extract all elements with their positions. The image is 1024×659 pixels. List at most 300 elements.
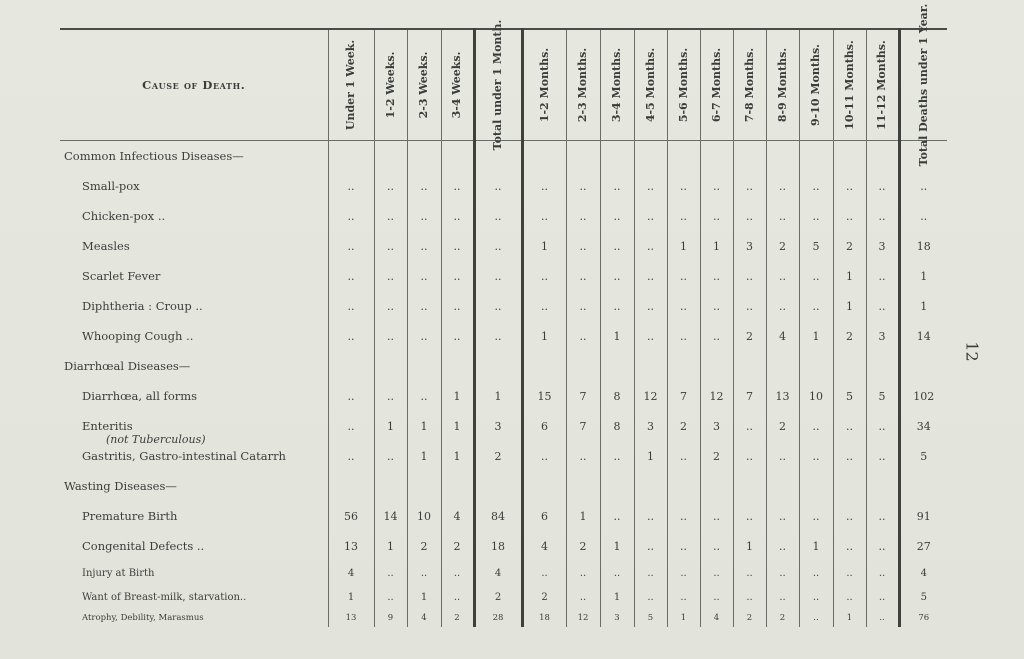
- value-cell: ..: [374, 585, 407, 609]
- value-cell: ..: [899, 201, 947, 231]
- section-heading-row: [60, 351, 947, 381]
- column-header-label: 1-2 Months.: [537, 47, 551, 123]
- value-cell: 7: [733, 381, 766, 411]
- column-header: [522, 29, 566, 141]
- value-cell: ..: [566, 261, 600, 291]
- value-cell: ..: [522, 561, 566, 585]
- value-cell: ..: [866, 561, 899, 585]
- value-cell: ..: [328, 321, 374, 351]
- value-cell: 13: [328, 609, 374, 627]
- value-cell: ..: [634, 201, 667, 231]
- value-cell: 18: [474, 531, 522, 561]
- value-cell: ..: [667, 531, 700, 561]
- value-cell: ..: [407, 321, 441, 351]
- column-header-label: 4-5 Months.: [643, 47, 657, 123]
- value-cell: ..: [407, 291, 441, 321]
- value-cell: 1: [833, 291, 866, 321]
- value-cell: [600, 471, 634, 501]
- value-cell: 12: [634, 381, 667, 411]
- value-cell: 4: [474, 561, 522, 585]
- value-cell: [374, 471, 407, 501]
- value-cell: ..: [441, 561, 474, 585]
- value-cell: ..: [799, 441, 833, 471]
- value-cell: ..: [441, 261, 474, 291]
- value-cell: ..: [667, 585, 700, 609]
- value-cell: 1: [733, 531, 766, 561]
- value-cell: ..: [700, 561, 733, 585]
- value-cell: 3: [866, 231, 899, 261]
- value-cell: [700, 351, 733, 381]
- value-cell: 56: [328, 501, 374, 531]
- value-cell: 1: [833, 609, 866, 627]
- column-header: [833, 29, 866, 141]
- value-cell: [441, 351, 474, 381]
- value-cell: ..: [700, 291, 733, 321]
- value-cell: ..: [866, 441, 899, 471]
- cause-text: Diarrhœal Diseases—: [64, 359, 191, 373]
- value-cell: 2: [733, 609, 766, 627]
- value-cell: ..: [866, 609, 899, 627]
- value-cell: 3: [866, 321, 899, 351]
- value-cell: 1: [634, 441, 667, 471]
- value-cell: 8: [600, 411, 634, 441]
- cause-of-death-header: Cause of Death.: [60, 29, 328, 141]
- cause-text: Common Infectious Diseases—: [64, 149, 244, 163]
- value-cell: 27: [899, 531, 947, 561]
- column-header: [899, 3, 947, 167]
- column-header-label: 9-10 Months.: [809, 44, 822, 126]
- value-cell: 12: [700, 381, 733, 411]
- value-cell: ..: [766, 201, 799, 231]
- value-cell: 5: [899, 441, 947, 471]
- value-cell: 4: [899, 561, 947, 585]
- value-cell: 1: [522, 321, 566, 351]
- value-cell: ..: [866, 585, 899, 609]
- value-cell: ..: [667, 201, 700, 231]
- value-cell: 1: [407, 441, 441, 471]
- value-cell: ..: [766, 441, 799, 471]
- value-cell: 2: [441, 531, 474, 561]
- value-cell: 4: [441, 501, 474, 531]
- value-cell: ..: [634, 231, 667, 261]
- value-cell: ..: [600, 231, 634, 261]
- value-cell: ..: [374, 561, 407, 585]
- value-cell: 2: [833, 231, 866, 261]
- cause-text: Small-pox: [82, 179, 140, 193]
- header-row: [60, 29, 947, 141]
- cause-label: [60, 381, 328, 411]
- value-cell: ..: [374, 441, 407, 471]
- value-cell: ..: [866, 411, 899, 441]
- value-cell: [566, 471, 600, 501]
- value-cell: ..: [733, 261, 766, 291]
- value-cell: ..: [407, 381, 441, 411]
- value-cell: ..: [522, 291, 566, 321]
- value-cell: 4: [766, 321, 799, 351]
- value-cell: ..: [474, 261, 522, 291]
- table-row: [60, 381, 947, 411]
- value-cell: 2: [474, 585, 522, 609]
- cause-text: Wasting Diseases—: [64, 479, 177, 493]
- value-cell: 13: [328, 531, 374, 561]
- value-cell: ..: [733, 585, 766, 609]
- value-cell: 6: [522, 501, 566, 531]
- column-header: [600, 29, 634, 141]
- value-cell: 2: [566, 531, 600, 561]
- value-cell: 91: [899, 501, 947, 531]
- cause-label: [60, 531, 328, 561]
- value-cell: 2: [667, 411, 700, 441]
- column-header-label: 2-3 Months.: [576, 47, 589, 123]
- value-cell: ..: [407, 561, 441, 585]
- value-cell: ..: [474, 291, 522, 321]
- value-cell: ..: [634, 171, 667, 201]
- column-header-label: 6-7 Months.: [709, 47, 723, 123]
- table-row: [60, 561, 947, 585]
- value-cell: ..: [700, 171, 733, 201]
- value-cell: 1: [799, 531, 833, 561]
- value-cell: ..: [667, 441, 700, 471]
- column-header: [667, 29, 700, 141]
- table-row: [60, 501, 947, 531]
- value-cell: ..: [667, 291, 700, 321]
- value-cell: 13: [766, 381, 799, 411]
- value-cell: [700, 141, 733, 172]
- value-cell: [899, 351, 947, 381]
- value-cell: 2: [833, 321, 866, 351]
- table-row: [60, 585, 947, 609]
- cause-text: Measles: [82, 239, 130, 253]
- value-cell: ..: [374, 231, 407, 261]
- value-cell: 7: [566, 381, 600, 411]
- value-cell: [799, 141, 833, 172]
- value-cell: 5: [799, 231, 833, 261]
- value-cell: 1: [474, 381, 522, 411]
- value-cell: 1: [441, 381, 474, 411]
- value-cell: [600, 141, 634, 172]
- value-cell: 1: [667, 609, 700, 627]
- value-cell: ..: [833, 501, 866, 531]
- table-body: [60, 141, 947, 628]
- table-row: [60, 261, 947, 291]
- value-cell: 18: [899, 231, 947, 261]
- value-cell: 8: [600, 381, 634, 411]
- value-cell: ..: [441, 171, 474, 201]
- value-cell: ..: [799, 291, 833, 321]
- value-cell: ..: [733, 171, 766, 201]
- value-cell: 1: [700, 231, 733, 261]
- column-header: [474, 19, 522, 151]
- value-cell: [833, 141, 866, 172]
- value-cell: ..: [374, 261, 407, 291]
- value-cell: 2: [733, 321, 766, 351]
- value-cell: 14: [899, 321, 947, 351]
- value-cell: ..: [474, 201, 522, 231]
- column-header-label: 3-4 Months.: [610, 47, 623, 123]
- value-cell: [374, 351, 407, 381]
- value-cell: ..: [766, 531, 799, 561]
- value-cell: ..: [799, 171, 833, 201]
- value-cell: ..: [866, 201, 899, 231]
- value-cell: 10: [407, 501, 441, 531]
- value-cell: 2: [441, 609, 474, 627]
- column-header: [733, 29, 766, 141]
- value-cell: ..: [474, 171, 522, 201]
- section-heading: [60, 471, 328, 501]
- column-header: [634, 29, 667, 141]
- value-cell: [328, 141, 374, 172]
- value-cell: ..: [866, 501, 899, 531]
- cause-note: (not Tuberculous): [106, 433, 206, 446]
- value-cell: ..: [833, 441, 866, 471]
- value-cell: ..: [833, 531, 866, 561]
- column-header: [866, 29, 899, 141]
- value-cell: 28: [474, 609, 522, 627]
- table-row: [60, 171, 947, 201]
- value-cell: ..: [600, 171, 634, 201]
- value-cell: ..: [441, 291, 474, 321]
- column-header-label: 10-11 Months.: [842, 40, 856, 130]
- value-cell: [407, 351, 441, 381]
- column-header-label: 5-6 Months.: [676, 47, 690, 123]
- value-cell: [374, 141, 407, 172]
- value-cell: 10: [799, 381, 833, 411]
- column-header-label: 2-3 Weeks.: [417, 51, 430, 119]
- value-cell: ..: [799, 609, 833, 627]
- value-cell: 2: [766, 411, 799, 441]
- value-cell: ..: [799, 261, 833, 291]
- column-header-label: Total Deaths under 1 Year.: [916, 3, 930, 167]
- value-cell: ..: [566, 441, 600, 471]
- value-cell: ..: [866, 261, 899, 291]
- value-cell: ..: [766, 291, 799, 321]
- section-heading: [60, 141, 328, 172]
- value-cell: [667, 351, 700, 381]
- cause-label: [60, 501, 328, 531]
- column-header: [700, 29, 733, 141]
- value-cell: ..: [733, 561, 766, 585]
- column-header-label: 8-9 Months.: [775, 47, 789, 123]
- value-cell: 2: [522, 585, 566, 609]
- value-cell: ..: [733, 501, 766, 531]
- value-cell: ..: [634, 531, 667, 561]
- value-cell: 5: [899, 585, 947, 609]
- value-cell: [766, 141, 799, 172]
- value-cell: [833, 471, 866, 501]
- value-cell: ..: [833, 201, 866, 231]
- value-cell: ..: [634, 585, 667, 609]
- cause-text: Enteritis: [82, 419, 133, 433]
- table-row: [60, 411, 947, 441]
- value-cell: ..: [833, 171, 866, 201]
- cause-text: Scarlet Fever: [82, 269, 161, 283]
- value-cell: [474, 471, 522, 501]
- value-cell: ..: [899, 171, 947, 201]
- value-cell: 1: [667, 231, 700, 261]
- value-cell: ..: [667, 321, 700, 351]
- value-cell: 6: [522, 411, 566, 441]
- value-cell: ..: [328, 411, 374, 441]
- value-cell: ..: [522, 261, 566, 291]
- column-header-label: 3-4 Weeks.: [450, 51, 463, 119]
- value-cell: ..: [634, 321, 667, 351]
- value-cell: ..: [833, 585, 866, 609]
- column-header-label: 1-2 Weeks.: [383, 51, 397, 119]
- cause-text: Chicken-pox ..: [82, 209, 166, 223]
- value-cell: 5: [634, 609, 667, 627]
- section-heading-row: [60, 471, 947, 501]
- value-cell: 1: [899, 261, 947, 291]
- value-cell: [522, 351, 566, 381]
- value-cell: ..: [441, 321, 474, 351]
- value-cell: ..: [407, 261, 441, 291]
- value-cell: 102: [899, 381, 947, 411]
- value-cell: 1: [600, 585, 634, 609]
- value-cell: ..: [328, 201, 374, 231]
- value-cell: 12: [566, 609, 600, 627]
- infant-mortality-table: [60, 3, 947, 627]
- value-cell: [866, 351, 899, 381]
- value-cell: ..: [522, 171, 566, 201]
- cause-text: Injury at Birth: [82, 567, 155, 579]
- value-cell: [634, 351, 667, 381]
- value-cell: ..: [374, 201, 407, 231]
- value-cell: ..: [700, 501, 733, 531]
- value-cell: [799, 351, 833, 381]
- column-header: [328, 29, 374, 141]
- value-cell: [733, 141, 766, 172]
- value-cell: [833, 351, 866, 381]
- value-cell: [899, 471, 947, 501]
- value-cell: ..: [374, 171, 407, 201]
- cause-text: Diphtheria : Croup ..: [82, 299, 203, 313]
- value-cell: ..: [833, 561, 866, 585]
- value-cell: 5: [866, 381, 899, 411]
- value-cell: ..: [407, 231, 441, 261]
- value-cell: 2: [766, 231, 799, 261]
- value-cell: ..: [474, 321, 522, 351]
- value-cell: ..: [700, 201, 733, 231]
- value-cell: 3: [733, 231, 766, 261]
- value-cell: ..: [600, 501, 634, 531]
- value-cell: 4: [407, 609, 441, 627]
- column-header: [799, 29, 833, 141]
- value-cell: ..: [766, 501, 799, 531]
- value-cell: [407, 141, 441, 172]
- cause-label: [60, 171, 328, 201]
- cause-label: [60, 585, 328, 609]
- value-cell: 4: [522, 531, 566, 561]
- value-cell: [866, 471, 899, 501]
- value-cell: [733, 351, 766, 381]
- value-cell: 4: [328, 561, 374, 585]
- value-cell: ..: [799, 585, 833, 609]
- value-cell: 1: [328, 585, 374, 609]
- value-cell: 5: [833, 381, 866, 411]
- cause-text: Diarrhœa, all forms: [82, 389, 198, 403]
- value-cell: ..: [766, 561, 799, 585]
- value-cell: [667, 471, 700, 501]
- value-cell: ..: [328, 381, 374, 411]
- value-cell: ..: [733, 411, 766, 441]
- value-cell: 34: [899, 411, 947, 441]
- value-cell: [866, 141, 899, 172]
- column-header: [441, 29, 474, 141]
- column-header: [566, 29, 600, 141]
- value-cell: 3: [474, 411, 522, 441]
- value-cell: ..: [328, 231, 374, 261]
- value-cell: 4: [700, 609, 733, 627]
- value-cell: ..: [700, 531, 733, 561]
- value-cell: [700, 471, 733, 501]
- value-cell: 1: [407, 411, 441, 441]
- cause-text: Atrophy, Debility, Marasmus: [82, 613, 204, 623]
- value-cell: [407, 471, 441, 501]
- value-cell: [634, 471, 667, 501]
- value-cell: ..: [634, 501, 667, 531]
- column-header-label: Total under 1 Month.: [491, 19, 504, 151]
- section-heading: [60, 351, 328, 381]
- value-cell: 1: [441, 441, 474, 471]
- value-cell: ..: [799, 411, 833, 441]
- value-cell: 1: [374, 411, 407, 441]
- value-cell: ..: [566, 585, 600, 609]
- table-row: [60, 441, 947, 471]
- value-cell: 1: [833, 261, 866, 291]
- value-cell: ..: [766, 261, 799, 291]
- value-cell: ..: [407, 201, 441, 231]
- value-cell: ..: [733, 291, 766, 321]
- value-cell: ..: [667, 171, 700, 201]
- value-cell: ..: [833, 411, 866, 441]
- value-cell: 2: [474, 441, 522, 471]
- value-cell: 18: [522, 609, 566, 627]
- cause-label: [60, 231, 328, 261]
- value-cell: ..: [866, 531, 899, 561]
- page-number: 12: [962, 341, 982, 362]
- table-row: [60, 609, 947, 627]
- value-cell: 1: [799, 321, 833, 351]
- value-cell: 1: [899, 291, 947, 321]
- value-cell: ..: [766, 171, 799, 201]
- value-cell: ..: [407, 171, 441, 201]
- table-row: [60, 321, 947, 351]
- value-cell: ..: [566, 201, 600, 231]
- value-cell: 1: [441, 411, 474, 441]
- value-cell: ..: [700, 321, 733, 351]
- value-cell: 2: [407, 531, 441, 561]
- value-cell: ..: [328, 441, 374, 471]
- value-cell: 1: [600, 321, 634, 351]
- value-cell: ..: [328, 171, 374, 201]
- value-cell: 7: [667, 381, 700, 411]
- value-cell: [566, 351, 600, 381]
- column-header: [374, 29, 407, 141]
- value-cell: ..: [799, 201, 833, 231]
- table-row: [60, 531, 947, 561]
- cause-text: Congenital Defects ..: [82, 539, 205, 553]
- value-cell: [667, 141, 700, 172]
- table-row: [60, 291, 947, 321]
- value-cell: ..: [374, 381, 407, 411]
- value-cell: ..: [566, 231, 600, 261]
- column-header-label: Under 1 Week.: [344, 39, 357, 131]
- value-cell: 3: [600, 609, 634, 627]
- cause-text: Premature Birth: [82, 509, 178, 523]
- value-cell: ..: [441, 201, 474, 231]
- value-cell: 14: [374, 501, 407, 531]
- value-cell: ..: [866, 291, 899, 321]
